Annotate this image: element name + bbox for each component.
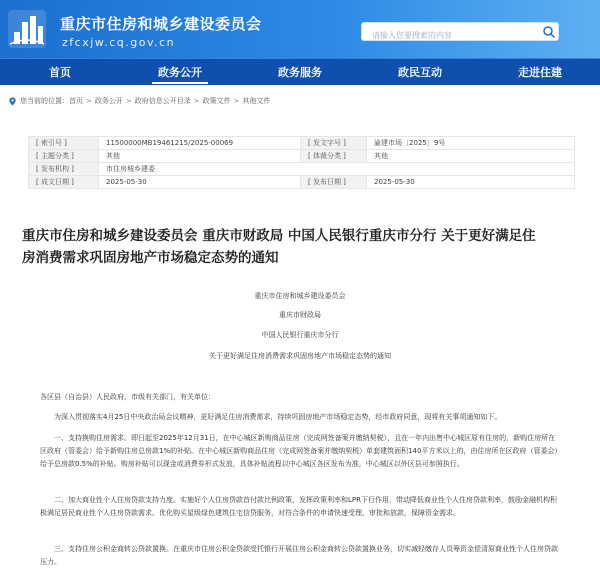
breadcrumb-other-docs[interactable]: 其他文件 [242,97,271,105]
nav-government-affairs[interactable]: 政务公开 [120,59,240,86]
breadcrumb-info-catalog[interactable]: 政府信息公开目录 [134,97,191,105]
site-logo-icon[interactable] [6,8,48,50]
breadcrumb-separator: > [233,97,240,105]
paragraph-3: 三、支持住房公积金商转公贷款置换。在重庆市住房公积金贷款受托银行开展住房公积金商转公贷款置换业务，切实减轻缴存人员筹资金偿清原商业性个人住房贷款压力。 [40,545,558,566]
document-title-line: 房消费需求巩固房地产市场稳定态势的通知 [22,250,279,266]
index-value: 11500000MB19461215/2025-00069 [99,137,301,150]
published-date-value: 2025-05-30 [367,176,575,189]
document-title [22,225,580,269]
document-title-line: 重庆市住房和城乡建设委员会 重庆市财政局 中国人民银行重庆市分行 关于更好满足住 [22,228,536,244]
nav-home[interactable]: 首页 [49,65,71,79]
search-icon[interactable] [542,25,556,39]
document-meta-table [28,136,575,189]
intro-paragraph: 为深入贯彻落实4月25日中央政治局会议精神，更好满足住房消费需求，持续巩固房地产市场稳定态势，经市政府同意，现将有关事项通知如下。 [54,413,502,421]
search-input[interactable] [362,27,522,44]
site-domain: zfcxjw.cq.gov.cn [62,36,176,49]
issuer-line: 重庆市住房和城乡建设委员会 [254,292,346,300]
nav-public-interaction[interactable]: 政民互动 [398,65,442,79]
breadcrumb-separator: > [193,97,200,105]
breadcrumb-prefix: 您当前的位置： [20,97,69,105]
published-date-label: [ 发布日期 ] [301,176,367,189]
search-box [361,22,559,41]
theme-label: [ 主题分类 ] [29,150,99,163]
breadcrumb-government-affairs[interactable]: 政务公开 [94,97,123,105]
salutation: 各区县（自治县）人民政府，市级有关部门，有关单位： [40,393,215,401]
paragraph-1: 一、支持换购住房需求。即日起至2025年12月31日，在中心城区新购商品住房（完成网签备案并缴纳契税），且在一年内出售中心城区原有住房的，新购住房所在区政府（管委会）给予新购住房总房款1%的补贴。在中心城区新购商品住房（完成网签备案并缴纳契税）单套建筑面积140平方米以上的，由住房所在区政府（管委会）给予总房款0.5%的补贴。购房补贴可以现金或消费券形式发放，具体补贴流程以中心城区各区发布为准。中心城区以外区县可参照执行。 [40,434,558,468]
site-title[interactable]: 重庆市住房和城乡建设委员会 [60,15,262,33]
paragraph-2: 二、加大商业性个人住房贷款支持力度。实施好个人住房贷款首付款比例政策，发挥政策利率和LPR下行作用，带动降低商业性个人住房贷款利率，鼓励金融机构积极满足居民商业性个人住房贷款需求。优化购买星级绿色建筑住宅信贷服务，对符合条件的申请快速受理、审批和放款，保障资金需求。 [40,496,557,517]
issuer-label: [ 发布机构 ] [29,163,99,176]
issuer-line: 中国人民银行重庆市分行 [261,331,339,339]
issuer-value: 市住房城乡建委 [99,163,575,176]
carrier-label: [ 体裁分类 ] [301,150,367,163]
nav-about[interactable]: 走进住建 [518,65,562,79]
breadcrumb-separator: > [86,97,92,105]
doc-no-label: [ 发文字号 ] [301,137,367,150]
issuer-line: 重庆市财政局 [279,311,321,319]
breadcrumb-separator: > [125,97,132,105]
breadcrumb [0,90,600,112]
breadcrumb-policy-docs[interactable]: 政策文件 [202,97,231,105]
breadcrumb-home[interactable]: 首页 [69,97,83,105]
carrier-value: 其他 [367,150,575,163]
created-date-label: [ 成文日期 ] [29,176,99,189]
index-label: [ 索引号 ] [29,137,99,150]
nav-government-services[interactable]: 政务服务 [278,65,322,79]
created-date-value: 2025-05-30 [99,176,301,189]
site-header [0,0,600,58]
main-nav [0,58,600,85]
location-pin-icon [8,97,17,106]
theme-value: 其他 [99,150,301,163]
subject-line: 关于更好满足住房消费需求巩固房地产市场稳定态势的通知 [209,352,391,360]
doc-no-value: 渝建市场〔2025〕9号 [367,137,575,150]
